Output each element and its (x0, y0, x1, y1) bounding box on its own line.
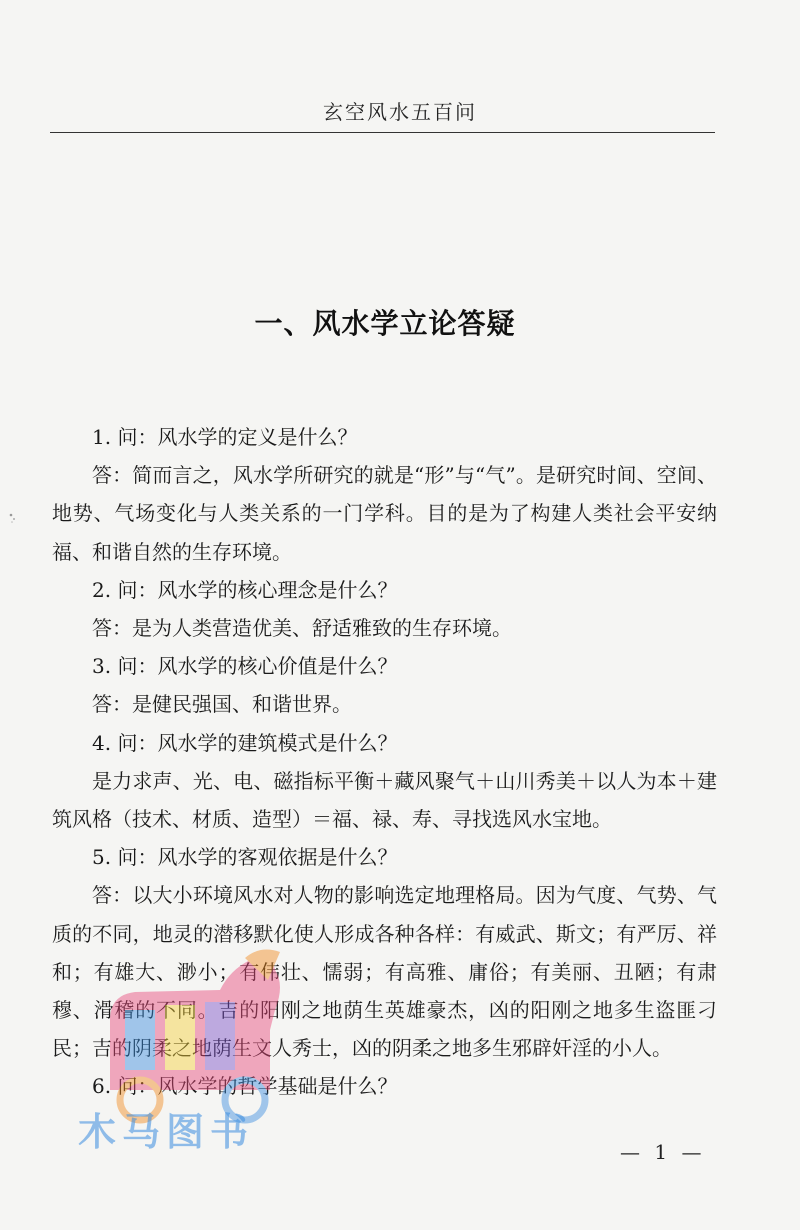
question-1: 1. 问：风水学的定义是什么？ (92, 425, 358, 449)
question-2: 2. 问：风水学的核心理念是什么？ (92, 577, 398, 602)
chapter-title: 一、风水学立论答疑 (254, 307, 516, 340)
scan-speck (8, 512, 18, 524)
question-6: 6. 问：风水学的哲学基础是什么？ (92, 1074, 398, 1099)
page-number: — 1 — (620, 1140, 706, 1164)
running-head: 玄空风水五百问 (323, 100, 477, 124)
question-5: 5. 问：风水学的客观依据是什么？ (92, 845, 398, 870)
question-3: 3. 问：风水学的核心价值是什么？ (92, 654, 398, 679)
answer-5: 答：以大小环境风水对人物的影响选定地理格局。因为气度、气势、气质的不同，地灵的潜移默化使人形成各种各样：有威武、斯文；有严厉、祥和；有雄大、渺小；有伟壮、懦弱；有高雅、庸俗；有美丽、丑陋；有肃穆、滑稽的不同。吉的阳刚之地荫生英雄豪杰，凶的阳刚之地多生盗匪刁民；吉的阴柔之地荫生文人秀士，凶的阴柔之地多生邪辟奸淫的小人。 (52, 883, 717, 1061)
header-rule (50, 132, 715, 133)
answer-4: 是力求声、光、电、磁指标平衡＋藏风聚气＋山川秀美＋以人为本＋建筑风格（技术、材质、造型）＝福、禄、寿、寻找选风水宝地。 (52, 768, 717, 832)
answer-3: 答：是健民强国、和谐世界。 (92, 692, 352, 717)
answer-1: 答：简而言之，风水学所研究的就是“形”与“气”。是研究时间、空间、地势、气场变化与人类关系的一门学科。目的是为了构建人类社会平安纳福、和谐自然的生存环境。 (52, 463, 717, 564)
answer-2: 答：是为人类营造优美、舒适雅致的生存环境。 (92, 616, 512, 641)
body-text (52, 418, 717, 1106)
watermark-text: 木马图书 (78, 1110, 255, 1150)
question-4: 4. 问：风水学的建筑模式是什么？ (92, 730, 398, 755)
